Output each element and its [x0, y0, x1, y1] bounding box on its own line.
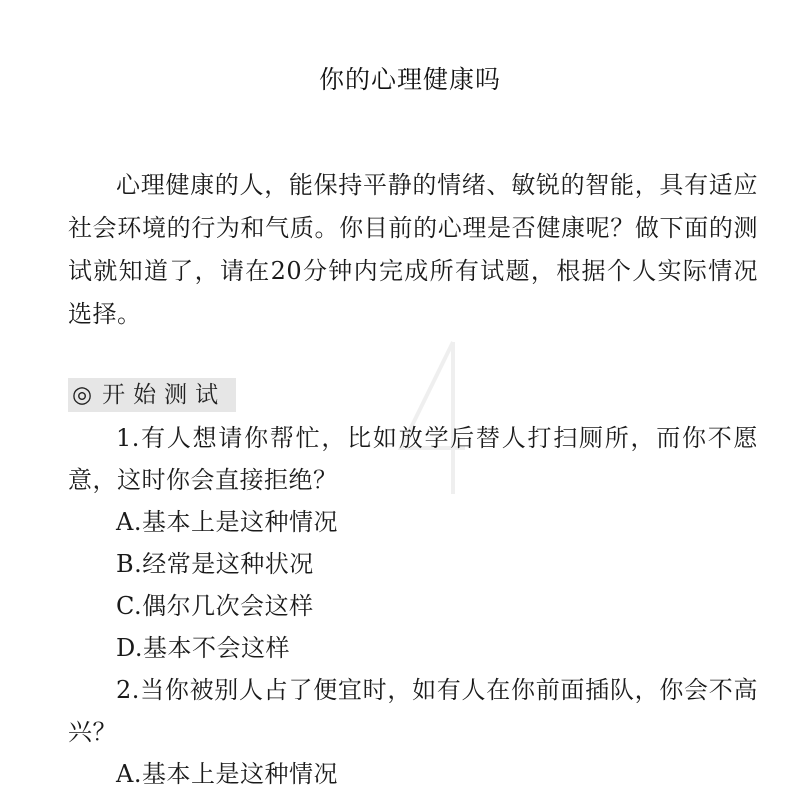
- page-title: 你的心理健康吗: [318, 65, 501, 94]
- answer-option: B.经常是这种状况: [116, 550, 314, 578]
- question-list: [68, 417, 758, 795]
- question-text: 2.当你被别人占了便宜时，如有人在你前面插队，你会不高兴？: [68, 676, 758, 746]
- section-heading-label: 开始测试: [102, 382, 227, 408]
- section-heading: [68, 378, 236, 412]
- intro-paragraph: 心理健康的人，能保持平静的情绪、敏锐的智能，具有适应社会环境的行为和气质。你目前的心理是否健康呢？做下面的测试就知道了，请在20分钟内完成所有试题，根据个人实际情况选择。: [68, 171, 758, 328]
- double-circle-icon: ◎: [72, 382, 93, 408]
- answer-option: C.偶尔几次会这样: [116, 592, 314, 620]
- answer-option: A.基本上是这种情况: [116, 760, 338, 788]
- answer-option: A.基本上是这种情况: [116, 508, 338, 536]
- answer-option: D.基本不会这样: [116, 634, 291, 662]
- question-text: 1.有人想请你帮忙，比如放学后替人打扫厕所，而你不愿意，这时你会直接拒绝？: [68, 424, 758, 494]
